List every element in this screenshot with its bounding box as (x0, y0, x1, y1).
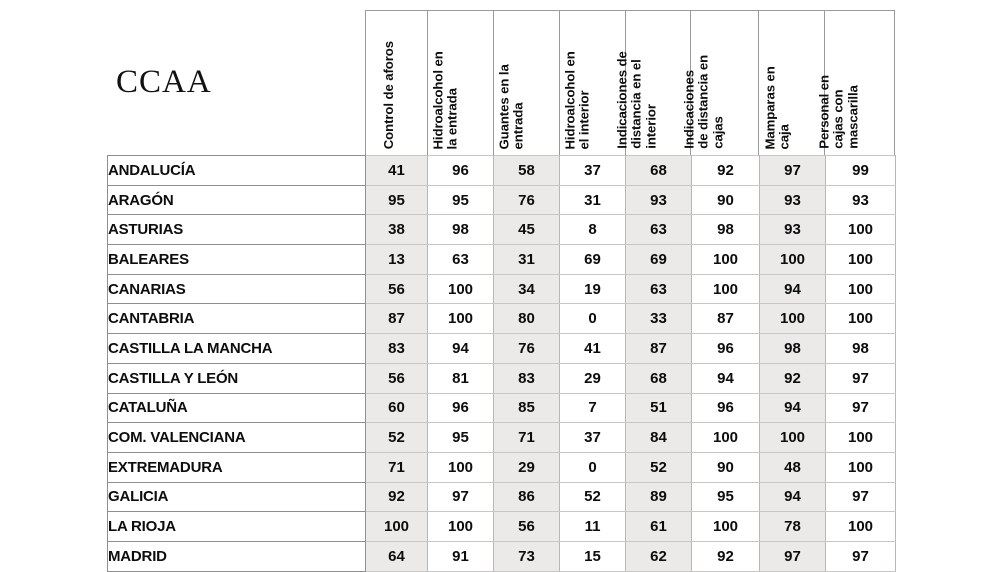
value-cell-personal-cajas-mascarilla: 97 (826, 482, 896, 512)
value-cell-indicaciones-distancia-interior: 93 (626, 185, 692, 215)
region-name-cell: ARAGÓN (108, 185, 366, 215)
value-cell-hidroalcohol-entrada: 100 (428, 304, 494, 334)
value-cell-hidroalcohol-entrada: 100 (428, 512, 494, 542)
value-cell-control-aforos: 71 (366, 452, 428, 482)
value-cell-control-aforos: 38 (366, 215, 428, 245)
value-cell-hidroalcohol-interior: 37 (560, 156, 626, 186)
value-cell-mamparas-caja: 94 (760, 482, 826, 512)
value-cell-indicaciones-distancia-interior: 68 (626, 363, 692, 393)
value-cell-indicaciones-distancia-interior: 69 (626, 245, 692, 275)
value-cell-mamparas-caja: 93 (760, 185, 826, 215)
value-cell-hidroalcohol-interior: 8 (560, 215, 626, 245)
value-cell-mamparas-caja: 78 (760, 512, 826, 542)
header-line: la entrada (445, 87, 461, 149)
page-title-block (107, 56, 365, 108)
header-line: cajas con (830, 89, 846, 149)
value-cell-guantes-entrada: 45 (494, 215, 560, 245)
value-cell-indicaciones-distancia-cajas: 100 (692, 423, 760, 453)
region-name-cell: CASTILLA LA MANCHA (108, 334, 366, 364)
table-row[interactable] (108, 363, 896, 393)
value-cell-indicaciones-distancia-interior: 68 (626, 156, 692, 186)
value-cell-indicaciones-distancia-cajas: 87 (692, 304, 760, 334)
header-line: entrada (510, 102, 526, 149)
value-cell-guantes-entrada: 73 (494, 541, 560, 571)
header-line: Hidroalcohol en (562, 50, 578, 149)
column-header-label (817, 75, 860, 149)
value-cell-indicaciones-distancia-interior: 63 (626, 215, 692, 245)
table-row[interactable] (108, 393, 896, 423)
value-cell-control-aforos: 56 (366, 363, 428, 393)
value-cell-control-aforos: 95 (366, 185, 428, 215)
header-line: distancia en el (628, 59, 644, 149)
value-cell-indicaciones-distancia-cajas: 100 (692, 245, 760, 275)
value-cell-indicaciones-distancia-cajas: 90 (692, 452, 760, 482)
value-cell-mamparas-caja: 98 (760, 334, 826, 364)
value-cell-hidroalcohol-interior: 11 (560, 512, 626, 542)
header-line: mascarilla (844, 85, 860, 149)
value-cell-indicaciones-distancia-cajas: 100 (692, 512, 760, 542)
column-header-label (763, 66, 792, 149)
value-cell-personal-cajas-mascarilla: 100 (826, 304, 896, 334)
value-cell-control-aforos: 41 (366, 156, 428, 186)
value-cell-indicaciones-distancia-cajas: 96 (692, 393, 760, 423)
region-name-cell: CASTILLA Y LEÓN (108, 363, 366, 393)
value-cell-mamparas-caja: 100 (760, 245, 826, 275)
region-name-cell: CATALUÑA (108, 393, 366, 423)
region-name-cell: ANDALUCÍA (108, 156, 366, 186)
region-name-cell: CANARIAS (108, 274, 366, 304)
value-cell-personal-cajas-mascarilla: 100 (826, 274, 896, 304)
value-cell-indicaciones-distancia-cajas: 96 (692, 334, 760, 364)
value-cell-hidroalcohol-interior: 37 (560, 423, 626, 453)
table-row[interactable] (108, 482, 896, 512)
value-cell-indicaciones-distancia-cajas: 100 (692, 274, 760, 304)
value-cell-hidroalcohol-entrada: 100 (428, 274, 494, 304)
column-header-label (498, 64, 527, 149)
table-row[interactable] (108, 274, 896, 304)
table-row[interactable] (108, 304, 896, 334)
value-cell-control-aforos: 60 (366, 393, 428, 423)
value-cell-indicaciones-distancia-cajas: 92 (692, 156, 760, 186)
value-cell-hidroalcohol-entrada: 96 (428, 393, 494, 423)
region-name-cell: GALICIA (108, 482, 366, 512)
region-name-cell: ASTURIAS (108, 215, 366, 245)
table-row[interactable] (108, 185, 896, 215)
value-cell-hidroalcohol-interior: 15 (560, 541, 626, 571)
table-row[interactable] (108, 512, 896, 542)
column-header-mamparas-caja[interactable] (759, 11, 825, 155)
value-cell-personal-cajas-mascarilla: 97 (826, 393, 896, 423)
value-cell-indicaciones-distancia-cajas: 90 (692, 185, 760, 215)
column-header-label (432, 51, 461, 149)
value-cell-indicaciones-distancia-interior: 51 (626, 393, 692, 423)
value-cell-hidroalcohol-interior: 0 (560, 452, 626, 482)
table-row[interactable] (108, 245, 896, 275)
header-line: caja (776, 123, 792, 149)
header-line: Hidroalcohol en (430, 50, 446, 149)
value-cell-mamparas-caja: 48 (760, 452, 826, 482)
value-cell-control-aforos: 92 (366, 482, 428, 512)
value-cell-guantes-entrada: 76 (494, 334, 560, 364)
column-header-label (564, 51, 593, 149)
value-cell-control-aforos: 52 (366, 423, 428, 453)
page-title: CCAA (116, 63, 212, 100)
value-cell-control-aforos: 100 (366, 512, 428, 542)
value-cell-hidroalcohol-entrada: 63 (428, 245, 494, 275)
value-cell-control-aforos: 83 (366, 334, 428, 364)
value-cell-hidroalcohol-entrada: 96 (428, 156, 494, 186)
value-cell-guantes-entrada: 71 (494, 423, 560, 453)
value-cell-guantes-entrada: 34 (494, 274, 560, 304)
column-header-hidroalcohol-entrada[interactable] (428, 11, 494, 155)
value-cell-hidroalcohol-interior: 52 (560, 482, 626, 512)
value-cell-hidroalcohol-interior: 0 (560, 304, 626, 334)
value-cell-hidroalcohol-interior: 31 (560, 185, 626, 215)
value-cell-personal-cajas-mascarilla: 98 (826, 334, 896, 364)
value-cell-indicaciones-distancia-interior: 33 (626, 304, 692, 334)
header-line: Indicaciones (681, 70, 697, 149)
value-cell-hidroalcohol-entrada: 95 (428, 185, 494, 215)
value-cell-hidroalcohol-entrada: 95 (428, 423, 494, 453)
value-cell-personal-cajas-mascarilla: 99 (826, 156, 896, 186)
value-cell-control-aforos: 64 (366, 541, 428, 571)
value-cell-indicaciones-distancia-cajas: 92 (692, 541, 760, 571)
value-cell-control-aforos: 87 (366, 304, 428, 334)
value-cell-indicaciones-distancia-interior: 63 (626, 274, 692, 304)
value-cell-personal-cajas-mascarilla: 100 (826, 245, 896, 275)
value-cell-personal-cajas-mascarilla: 100 (826, 215, 896, 245)
value-cell-hidroalcohol-entrada: 81 (428, 363, 494, 393)
value-cell-indicaciones-distancia-interior: 52 (626, 452, 692, 482)
header-line: Control de aforos (381, 40, 397, 149)
value-cell-indicaciones-distancia-interior: 61 (626, 512, 692, 542)
column-header-label (382, 41, 396, 149)
region-name-cell: BALEARES (108, 245, 366, 275)
value-cell-hidroalcohol-interior: 29 (560, 363, 626, 393)
header-line: Mamparas en (762, 65, 778, 149)
value-cell-hidroalcohol-entrada: 94 (428, 334, 494, 364)
value-cell-guantes-entrada: 83 (494, 363, 560, 393)
value-cell-mamparas-caja: 97 (760, 156, 826, 186)
header-line: de distancia en (695, 55, 711, 149)
value-cell-indicaciones-distancia-interior: 89 (626, 482, 692, 512)
value-cell-mamparas-caja: 97 (760, 541, 826, 571)
value-cell-mamparas-caja: 94 (760, 274, 826, 304)
column-header-indicaciones-distancia-cajas[interactable] (681, 11, 759, 155)
column-header-label (682, 55, 725, 149)
value-cell-guantes-entrada: 86 (494, 482, 560, 512)
value-cell-indicaciones-distancia-cajas: 98 (692, 215, 760, 245)
column-header-control-aforos[interactable] (366, 11, 428, 155)
value-cell-personal-cajas-mascarilla: 97 (826, 363, 896, 393)
table-row[interactable] (108, 541, 896, 571)
table-row[interactable] (108, 452, 896, 482)
value-cell-guantes-entrada: 76 (494, 185, 560, 215)
value-cell-guantes-entrada: 85 (494, 393, 560, 423)
value-cell-hidroalcohol-interior: 19 (560, 274, 626, 304)
table-row[interactable] (108, 156, 896, 186)
table-row[interactable] (108, 334, 896, 364)
header-line: el interior (576, 90, 592, 149)
value-cell-guantes-entrada: 58 (494, 156, 560, 186)
region-name-cell: EXTREMADURA (108, 452, 366, 482)
value-cell-indicaciones-distancia-cajas: 95 (692, 482, 760, 512)
value-cell-personal-cajas-mascarilla: 93 (826, 185, 896, 215)
table-header-strip (365, 10, 895, 155)
value-cell-indicaciones-distancia-cajas: 94 (692, 363, 760, 393)
table-row[interactable] (108, 215, 896, 245)
ccaa-measures-table (107, 155, 896, 572)
value-cell-mamparas-caja: 93 (760, 215, 826, 245)
column-header-guantes-entrada[interactable] (494, 11, 560, 155)
value-cell-mamparas-caja: 100 (760, 304, 826, 334)
table-body (108, 156, 896, 572)
value-cell-guantes-entrada: 29 (494, 452, 560, 482)
value-cell-personal-cajas-mascarilla: 100 (826, 452, 896, 482)
value-cell-control-aforos: 13 (366, 245, 428, 275)
column-header-personal-cajas-mascarilla[interactable] (815, 11, 895, 155)
value-cell-guantes-entrada: 31 (494, 245, 560, 275)
value-cell-hidroalcohol-entrada: 97 (428, 482, 494, 512)
value-cell-indicaciones-distancia-interior: 84 (626, 423, 692, 453)
region-name-cell: LA RIOJA (108, 512, 366, 542)
value-cell-personal-cajas-mascarilla: 100 (826, 512, 896, 542)
region-name-cell: MADRID (108, 541, 366, 571)
value-cell-indicaciones-distancia-interior: 62 (626, 541, 692, 571)
value-cell-hidroalcohol-interior: 41 (560, 334, 626, 364)
value-cell-guantes-entrada: 56 (494, 512, 560, 542)
value-cell-guantes-entrada: 80 (494, 304, 560, 334)
region-name-cell: CANTABRIA (108, 304, 366, 334)
value-cell-mamparas-caja: 100 (760, 423, 826, 453)
header-line: cajas (709, 116, 725, 149)
region-name-cell: COM. VALENCIANA (108, 423, 366, 453)
value-cell-personal-cajas-mascarilla: 100 (826, 423, 896, 453)
value-cell-mamparas-caja: 94 (760, 393, 826, 423)
column-header-label (615, 52, 658, 149)
value-cell-mamparas-caja: 92 (760, 363, 826, 393)
header-line: Personal en (815, 75, 831, 149)
value-cell-hidroalcohol-entrada: 91 (428, 541, 494, 571)
header-line: Guantes en la (496, 63, 512, 149)
value-cell-control-aforos: 56 (366, 274, 428, 304)
value-cell-hidroalcohol-entrada: 100 (428, 452, 494, 482)
value-cell-indicaciones-distancia-interior: 87 (626, 334, 692, 364)
header-line: interior (642, 104, 658, 149)
header-line: Indicaciones de (614, 51, 630, 149)
table-row[interactable] (108, 423, 896, 453)
value-cell-hidroalcohol-interior: 7 (560, 393, 626, 423)
value-cell-personal-cajas-mascarilla: 97 (826, 541, 896, 571)
value-cell-hidroalcohol-entrada: 98 (428, 215, 494, 245)
value-cell-hidroalcohol-interior: 69 (560, 245, 626, 275)
